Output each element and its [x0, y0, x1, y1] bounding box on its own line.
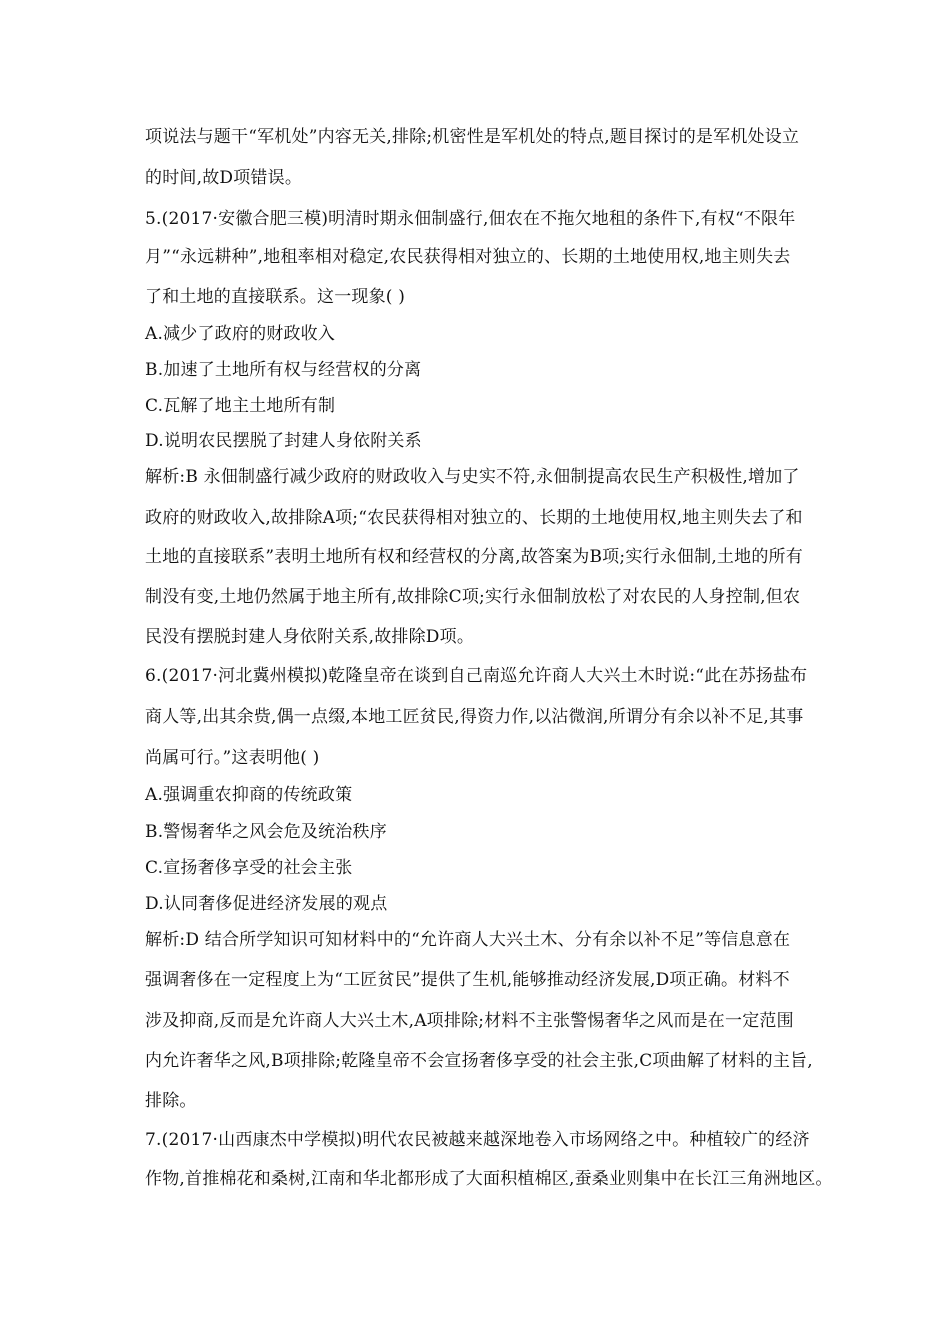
text-line: 了和土地的直接联系。这一现象( )	[145, 287, 406, 307]
option-b: B.加速了土地所有权与经营权的分离	[145, 360, 422, 380]
text-line: 项说法与题干“军机处”内容无关,排除;机密性是军机处的特点,题目探讨的是军机处设立	[145, 127, 800, 147]
text-line: 商人等,出其余赀,偶一点缀,本地工匠贫民,得资力作,以沾微润,所谓分有余以补不足,其事	[145, 707, 804, 727]
option-a: A.减少了政府的财政收入	[145, 324, 336, 344]
analysis-6: 解析:D 结合所学知识可知材料中的“允许商人大兴土木、分有余以补不足”等信息意在	[145, 930, 791, 950]
text-line: 涉及抑商,反而是允许商人大兴土木,A项排除;材料不主张警惕奢华之风而是在一定范围	[145, 1011, 794, 1031]
text-line: 尚属可行。”这表明他( )	[145, 748, 320, 768]
option-c: C.宣扬奢侈享受的社会主张	[145, 858, 353, 878]
question-6-stem: 6.(2017·河北冀州模拟)乾隆皇帝在谈到自己南巡允许商人大兴土木时说:“此在苏扬盐布	[145, 666, 808, 686]
question-7-stem: 7.(2017·山西康杰中学模拟)明代农民被越来越深地卷入市场网络之中。种植较广的经济	[145, 1130, 810, 1150]
option-b: B.警惕奢华之风会危及统治秩序	[145, 822, 387, 842]
text-line: 排除。	[145, 1091, 197, 1111]
text-line: 土地的直接联系”表明土地所有权和经营权的分离,故答案为B项;实行永佃制,土地的所有	[145, 547, 803, 567]
text-line: 的时间,故D项错误。	[145, 168, 303, 188]
text-line: 月”“永远耕种”,地租率相对稳定,农民获得相对独立的、长期的土地使用权,地主则失去	[145, 247, 791, 267]
option-c: C.瓦解了地主土地所有制	[145, 396, 336, 416]
text-line: 政府的财政收入,故排除A项;“农民获得相对独立的、长期的土地使用权,地主则失去了和	[145, 508, 803, 528]
text-line: 强调奢侈在一定程度上为“工匠贫民”提供了生机,能够推动经济发展,D项正确。材料不	[145, 970, 790, 990]
option-a: A.强调重农抑商的传统政策	[145, 785, 353, 805]
text-line: 作物,首推棉花和桑树,江南和华北都形成了大面积植棉区,蚕桑业则集中在长江三角洲地区。	[145, 1169, 833, 1189]
text-line: 内允许奢华之风,B项排除;乾隆皇帝不会宣扬奢侈享受的社会主张,C项曲解了材料的主旨,	[145, 1051, 813, 1071]
option-d: D.认同奢侈促进经济发展的观点	[145, 894, 388, 914]
text-line: 制没有变,土地仍然属于地主所有,故排除C项;实行永佃制放松了对农民的人身控制,但农	[145, 587, 801, 607]
question-5-stem: 5.(2017·安徽合肥三模)明清时期永佃制盛行,佃农在不拖欠地租的条件下,有权“不限年	[145, 209, 796, 229]
option-d: D.说明农民摆脱了封建人身依附关系	[145, 431, 422, 451]
text-line: 民没有摆脱封建人身依附关系,故排除D项。	[145, 627, 475, 647]
analysis-5: 解析:B 永佃制盛行减少政府的财政收入与史实不符,永佃制提高农民生产积极性,增加了	[145, 467, 800, 487]
